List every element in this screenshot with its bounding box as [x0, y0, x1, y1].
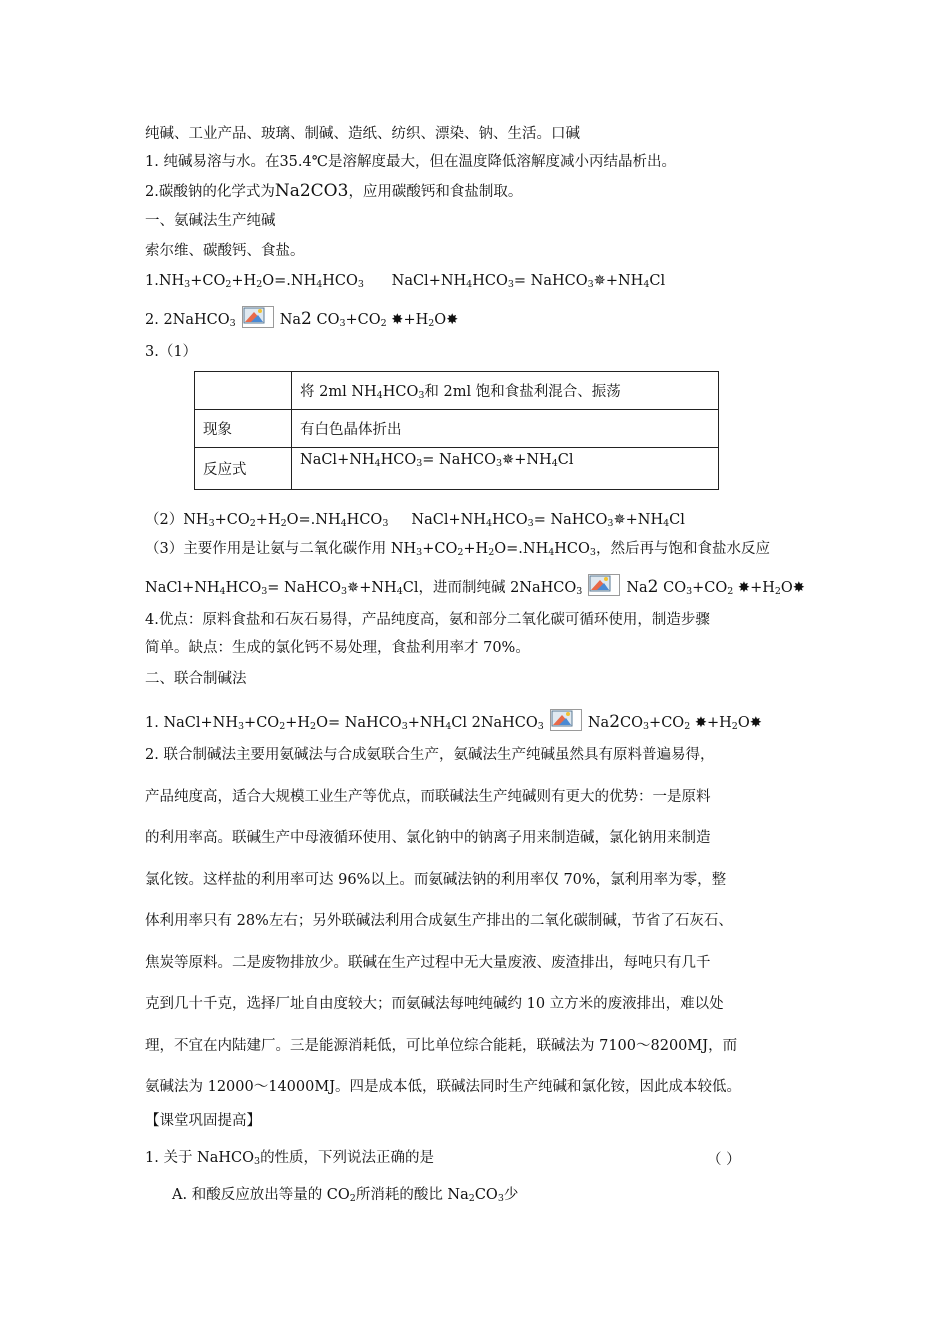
table-row	[195, 410, 719, 448]
point-2: 2.碳酸钠的化学式为Na2CO3，应用碳酸钙和食盐制取。	[145, 181, 523, 201]
paragraph-line: 体利用率只有 28%左右；另外联碱法利用合成氨生产排出的二氧化碳制碱，节省了石灰石、	[145, 913, 733, 929]
table-cell: 现象	[195, 410, 292, 448]
raw-materials-line: 索尔维、碳酸钙、食盐。	[145, 243, 305, 259]
practice-heading: 【课堂巩固提高】	[145, 1113, 261, 1129]
answer-blank: （ ）	[707, 1152, 741, 1168]
section-heading-2: 二、联合制碱法	[145, 671, 247, 687]
point-4: 4.优点：原料食盐和石灰石易得，产品纯度高，氨和部分二氧化碳可循环使用，制造步骤	[145, 612, 710, 628]
table-cell	[195, 372, 292, 410]
point-1: 1. 纯碱易溶与水。在35.4℃是溶解度最大，但在温度降低溶解度减小丙结晶析出。	[145, 154, 676, 170]
paragraph-line: 理，不宜在内陆建厂。三是能源消耗低，可比单位综合能耗，联碱法为 7100～8200MJ，而	[145, 1038, 738, 1054]
equation-line-3: $(2)NH_3+CO_2+H_2O=.NH_4HCO_3$ $NaCl+NH_4HCO_3=$ $NaHCO_3✵+NH_4Cl$	[145, 512, 685, 529]
paragraph-line: 的利用率高。联碱生产中母液循环使用、氯化钠中的钠离子用来制造碱，氯化钠用来制造	[145, 830, 711, 846]
table-cell: 反应式	[195, 448, 292, 490]
equation-line-5: 1. $NaCl+NH_3+CO_2+H_2O=$ $NaHCO_3+NH_4Cl$ 2NaHCO$_3$ $Na2CO_3+CO_2$ $✸+H_2O✸$	[145, 709, 762, 733]
paragraph-line: 产品纯度高，适合大规模工业生产等优点，而联碱法生产纯碱则有更大的优势：一是原料	[145, 789, 711, 805]
heat-image-icon	[242, 306, 274, 328]
equation-line-1: $1.NH_3+CO_2+H_2O=.NH_4HCO_3$ $NaCl+NH_4HCO_3=$ $NaHCO_3✵+NH_4Cl$	[145, 273, 666, 290]
heat-image-icon	[588, 574, 620, 596]
table-cell: $NaCl+NH_4HCO_3=$ $NaHCO_3✵+NH_4Cl$	[292, 448, 719, 490]
paragraph-line: 氨碱法为 12000～14000MJ。四是成本低，联碱法同时生产纯碱和氯化铵，因此成本较低。	[145, 1079, 742, 1095]
table-cell: 有白色晶体折出	[292, 410, 719, 448]
heat-image-icon	[550, 709, 582, 731]
intro-line: 纯碱、工业产品、玻璃、制碱、造纸、纺织、漂染、钠、生活。口碱	[145, 126, 580, 142]
point-3-label: 3.（1）	[145, 344, 198, 360]
question-1: 1. 关于 NaHCO$_3$的性质，下列说法正确的是	[145, 1150, 435, 1167]
paragraph-line: 克到几十千克，选择厂址自由度较大；而氨碱法每吨纯碱约 10 立方米的废液排出，难以处	[145, 996, 724, 1012]
section-heading-1: 一、氨碱法生产纯碱	[145, 213, 276, 229]
paragraph-line: 2. 联合制碱法主要用氨碱法与合成氨联合生产，氨碱法生产纯碱虽然具有原料普遍易得，	[145, 747, 715, 763]
table-cell: 将 2ml $NH_4HCO_3$和 2ml 饱和食盐利混合、振荡	[292, 372, 719, 410]
option-a: A. 和酸反应放出等量的 $CO_2$所消耗的酸比 $Na_2CO_3$少	[172, 1187, 519, 1204]
equation-line-4: $NaCl+NH_4HCO_3=$ $NaHCO_3✵+NH_4Cl$，进而制纯碱 2NaHCO$_3$ Na2 $CO_3+CO_2$ $✸+H_2O✸$	[145, 574, 805, 598]
table-row	[195, 372, 719, 410]
table-row	[195, 448, 719, 490]
point-4-cont: 简单。缺点：生成的氯化钙不易处理，食盐利用率才 70%。	[145, 640, 530, 656]
experiment-table	[194, 371, 719, 490]
equation-line-2: 2. 2NaHCO$_3$ Na2 $CO_3+CO_2$ $✸+H_2O✸$	[145, 306, 458, 330]
paragraph-line: 焦炭等原料。二是废物排放少。联碱在生产过程中无大量废液、废渣排出，每吨只有几千	[145, 955, 711, 971]
paragraph-line: 氯化铵。这样盐的利用率可达 96%以上。而氨碱法钠的利用率仅 70%，氯利用率为零，整	[145, 872, 727, 888]
point-3-3: （3）主要作用是让氨与二氧化碳作用 $NH_3+CO_2+H_2O=.NH_4HCO_3$，然后再与饱和食盐水反应	[145, 541, 770, 558]
